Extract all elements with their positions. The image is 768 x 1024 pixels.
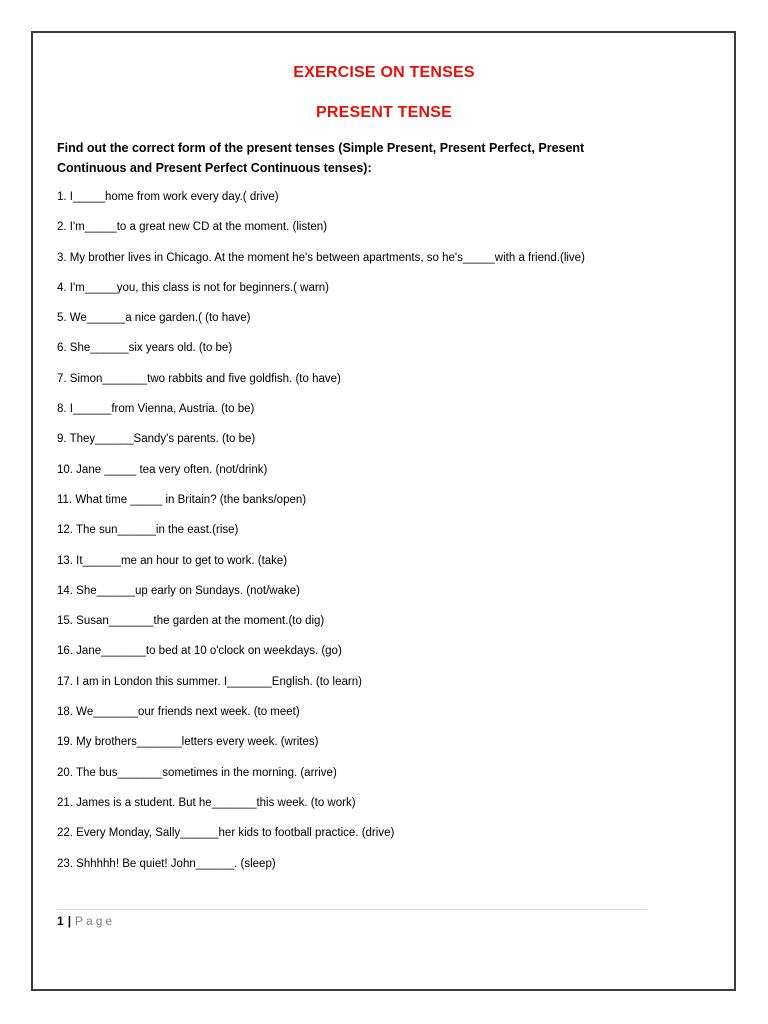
question-item: 21. James is a student. But he_______this week. (to work) <box>57 796 356 809</box>
question-item: 12. The sun______in the east.(rise) <box>57 524 239 537</box>
question-item: 23. Shhhhh! Be quiet! John______. (sleep) <box>57 857 276 870</box>
question-item: 7. Simon_______two rabbits and five goldfish. (to have) <box>57 372 341 385</box>
question-item: 16. Jane_______to bed at 10 o'clock on weekdays. (go) <box>57 645 342 658</box>
question-list <box>57 187 687 884</box>
page-label: Page <box>75 914 116 928</box>
question-item: 19. My brothers_______letters every week. (writes) <box>57 736 319 749</box>
question-item: 18. We_______our friends next week. (to meet) <box>57 706 300 719</box>
page-title: EXERCISE ON TENSES <box>293 64 475 81</box>
footer-separator: | <box>67 914 72 928</box>
page-subtitle: PRESENT TENSE <box>316 104 452 121</box>
question-item: 14. She______up early on Sundays. (not/wake) <box>57 584 300 597</box>
question-item: 17. I am in London this summer. I_______English. (to learn) <box>57 675 362 688</box>
question-item: 15. Susan_______the garden at the moment.(to dig) <box>57 615 325 628</box>
exercise-instruction: Find out the correct form of the present tenses (Simple Present, Present Perfect, Present Continuous and Present Perfect Continuous tenses): <box>57 141 585 175</box>
question-item: 1. I_____home from work every day.( drive) <box>57 191 279 203</box>
question-item: 6. She______six years old. (to be) <box>57 342 233 355</box>
question-item: 5. We______a nice garden.( (to have) <box>57 312 251 325</box>
question-item: 20. The bus_______sometimes in the morning. (arrive) <box>57 766 337 779</box>
question-item: 22. Every Monday, Sally______her kids to football practice. (drive) <box>57 827 395 840</box>
page-number: 1 <box>57 914 64 928</box>
page-footer <box>57 913 115 929</box>
question-item: 11. What time _____ in Britain? (the banks/open) <box>57 493 307 506</box>
question-item: 3. My brother lives in Chicago. At the moment he's between apartments, so he's_____with a friend.(live) <box>57 251 585 264</box>
question-item: 2. I'm_____to a great new CD at the moment. (listen) <box>57 221 328 234</box>
footer-divider <box>57 909 647 910</box>
question-item: 8. I______from Vienna, Austria. (to be) <box>57 403 255 416</box>
question-item: 10. Jane _____ tea very often. (not/drink) <box>57 463 268 476</box>
question-item: 4. I'm_____you, this class is not for beginners.( warn) <box>57 281 329 294</box>
question-item: 13. It______me an hour to get to work. (take) <box>57 554 288 567</box>
question-item: 9. They______Sandy's parents. (to be) <box>57 433 256 446</box>
